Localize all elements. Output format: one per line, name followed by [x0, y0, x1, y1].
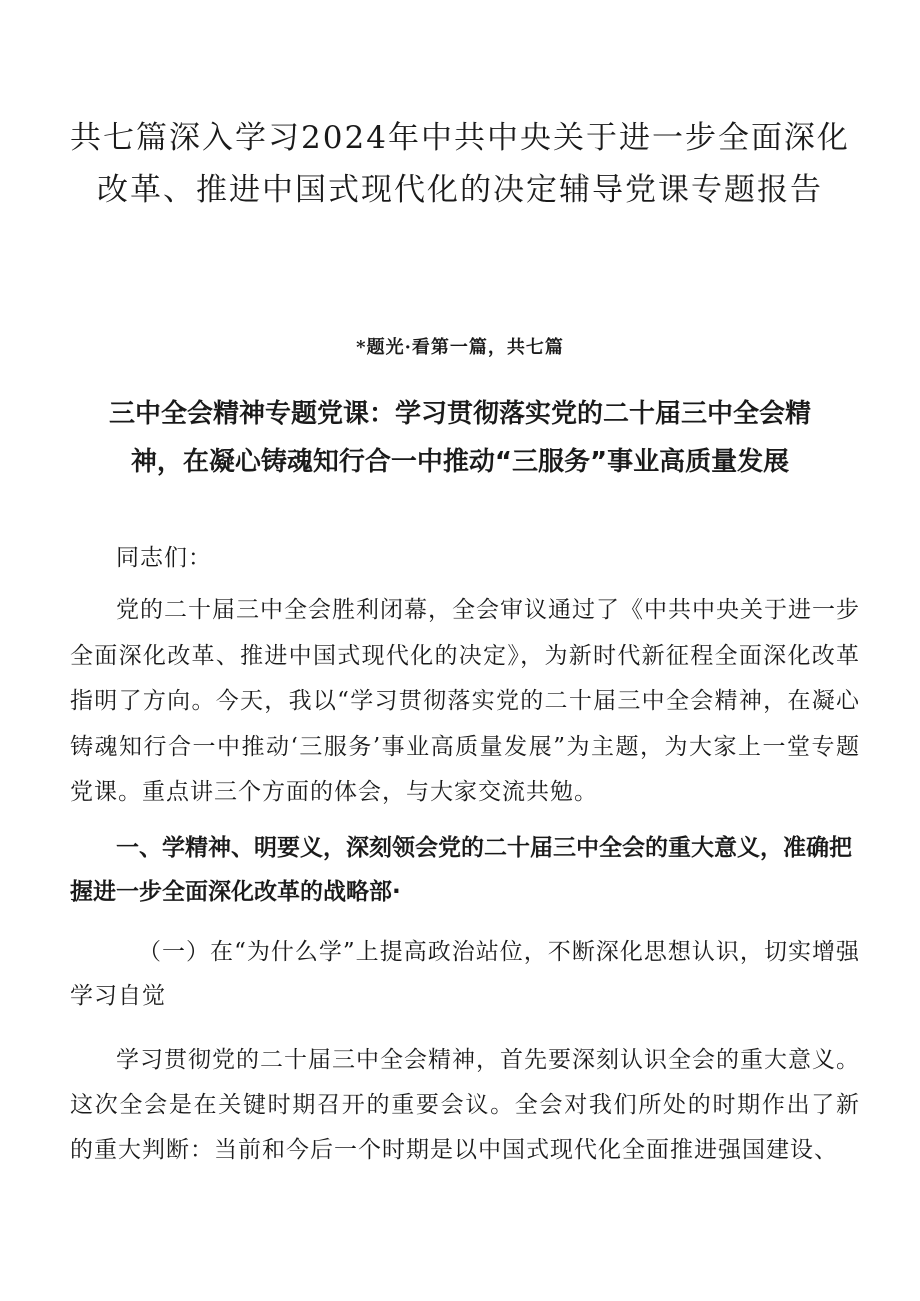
- body-paragraph: 学习贯彻党的二十届三中全会精神，首先要深刻认识全会的重大意义。这次全会是在关键时期召开的重要会议。全会对我们所处的时期作出了新的重大判断：当前和今后一个时期是以中国式现代化全面推进强国建设、: [70, 1047, 860, 1163]
- document-title: 共七篇深入学习2024年中共中央关于进一步全面深化改革、推进中国式现代化的决定辅导党课专题报告: [70, 120, 850, 208]
- greeting-paragraph: 同志们：: [116, 545, 212, 571]
- section-title: 三中全会精神专题党课：学习贯彻落实党的二十届三中全会精神，在凝心铸魂知行合一中推动“三服务”事业高质量发展: [108, 399, 811, 477]
- heading-level-one: 一、学精神、明要义，深刻领会党的二十届三中全会的重大意义，准确把握进一步全面深化改革的战略部·: [70, 835, 852, 905]
- heading-level-two: （一）在“为什么学”上提高政治站位，不断深化思想认识，切实增强学习自觉: [70, 939, 860, 1009]
- intro-paragraph: 党的二十届三中全会胜利闭幕，全会审议通过了《中共中央关于进一步全面深化改革、推进中国式现代化的决定》，为新时代新征程全面深化改革指明了方向。今天，我以“学习贯彻落实党的二十届三中全会精神，在凝心铸魂知行合一中推动‘三服务’事业高质量发展”为主题，为大家上一堂专题党课。重点讲三个方面的体会，与大家交流共勉。: [70, 597, 860, 806]
- selection-note: *题光·看第一篇，共七篇: [356, 337, 564, 358]
